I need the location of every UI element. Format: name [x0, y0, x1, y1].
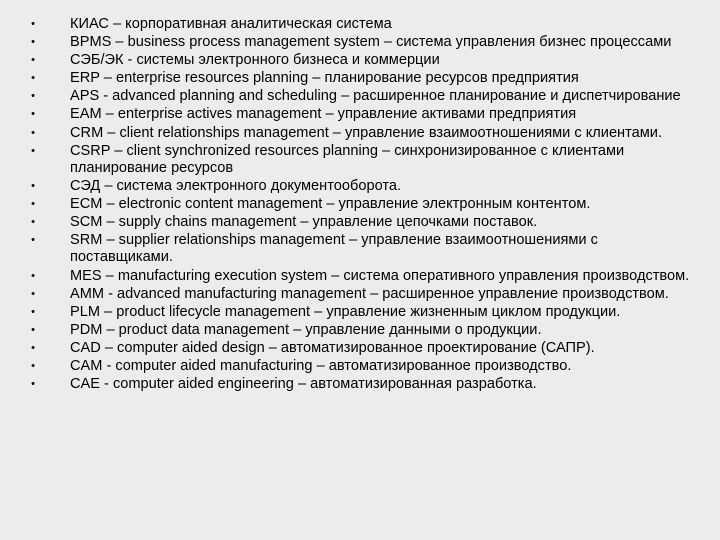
list-item-text: CAE - computer aided engineering – автоматизированная разработка. — [70, 376, 537, 393]
list-item — [28, 322, 700, 339]
bullet-icon: • — [31, 305, 35, 318]
list-item-text: APS - advanced planning and scheduling – расширенное планирование и диспетчирование — [70, 88, 681, 105]
list-item-text: CAM - computer aided manufacturing – автоматизированное производство. — [70, 358, 572, 374]
bullet-icon: • — [31, 287, 35, 300]
list-item-text: СЭД – система электронного документооборота. — [70, 177, 402, 194]
bullet-icon: • — [31, 269, 35, 282]
bullet-icon: • — [31, 144, 35, 157]
list-item — [28, 214, 700, 231]
bullet-icon: • — [31, 54, 35, 67]
list-item — [28, 106, 700, 123]
list-item-text: СЭБ/ЭК - системы электронного бизнеса и коммерции — [70, 52, 440, 69]
list-item-text: MES – manufacturing execution system – система оперативного управления производством. — [70, 267, 690, 284]
list-item — [28, 340, 700, 357]
bullet-icon: • — [31, 341, 35, 354]
list-item — [28, 52, 700, 69]
bullet-icon: • — [31, 378, 35, 391]
list-item-text: КИАС – корпоративная аналитическая система — [70, 16, 392, 32]
list-item-text: CSRP – client synchronized resources planning – синхронизированное с клиентами планирование ресурсов — [70, 142, 625, 176]
list-item — [28, 196, 700, 213]
list-item — [28, 125, 700, 142]
list-item-text: ERP – enterprise resources planning – планирование ресурсов предприятия — [70, 70, 579, 87]
list-item — [28, 286, 700, 303]
bullet-icon: • — [31, 18, 35, 30]
bullet-icon: • — [31, 360, 35, 372]
list-item-text: BPMS – business process management system – система управления бизнес процессами — [70, 34, 672, 51]
list-item — [28, 88, 700, 105]
acronym-list — [28, 16, 700, 393]
list-item — [28, 178, 700, 195]
list-item — [28, 268, 700, 285]
list-item — [28, 70, 700, 87]
list-item-text: SCM – supply chains management – управление цепочками поставок. — [70, 214, 538, 231]
bullet-icon: • — [31, 108, 35, 121]
bullet-icon: • — [31, 179, 35, 192]
list-item-text: CRM – client relationships management – управление взаимоотношениями с клиентами. — [70, 124, 662, 141]
bullet-icon: • — [31, 198, 35, 211]
bullet-icon: • — [31, 36, 35, 49]
list-item-text: ECM – electronic content management – управление электронным контентом. — [70, 196, 591, 213]
list-item-text: CAD – computer aided design – автоматизированное проектирование (САПР). — [70, 339, 595, 356]
bullet-icon: • — [31, 72, 35, 85]
list-item-text: SRM – supplier relationships management – управление взаимоотношениями с поставщиками. — [70, 232, 598, 266]
list-item — [28, 143, 700, 177]
list-item — [28, 376, 700, 393]
list-item — [28, 232, 700, 266]
bullet-icon: • — [31, 323, 35, 336]
list-item-text: PLM – product lifecycle management – управление жизненным циклом продукции. — [70, 303, 621, 320]
list-item — [28, 358, 700, 375]
list-item — [28, 16, 700, 33]
list-item-text: PDM – product data management – управление данными о продукции. — [70, 321, 542, 338]
bullet-icon: • — [31, 216, 35, 229]
list-item — [28, 34, 700, 51]
bullet-icon: • — [31, 234, 35, 247]
bullet-icon: • — [31, 126, 35, 139]
list-item — [28, 304, 700, 321]
bullet-icon: • — [31, 90, 35, 103]
list-item-text: AMM - advanced manufacturing management – расширенное управление производством. — [70, 285, 669, 302]
list-item-text: EAM – enterprise actives management – управление активами предприятия — [70, 106, 577, 123]
